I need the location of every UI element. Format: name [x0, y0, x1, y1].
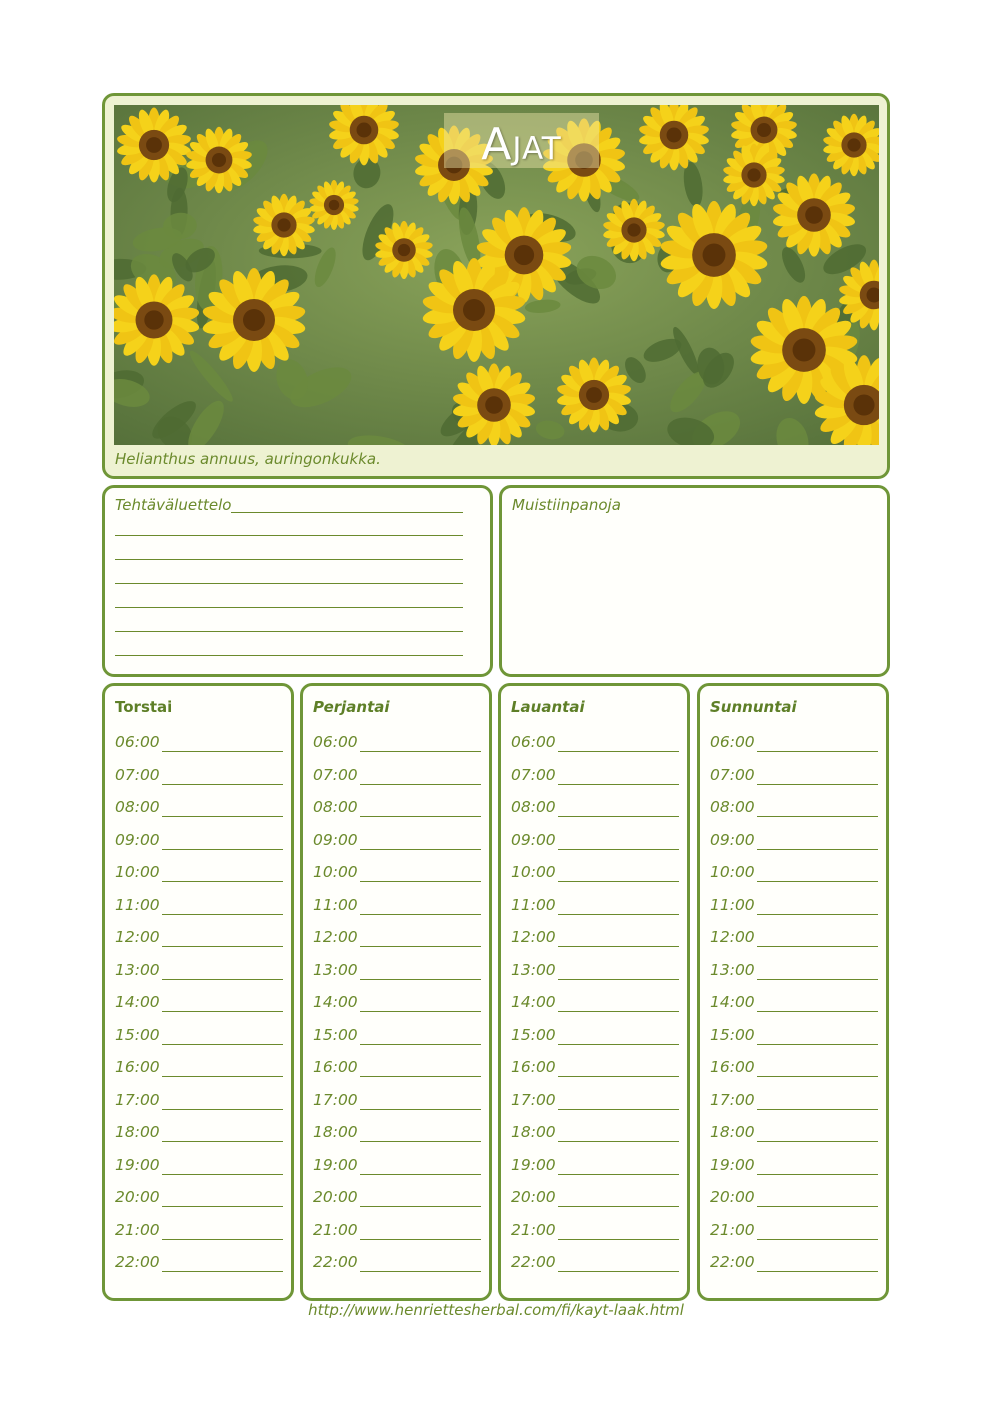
- time-entry-line[interactable]: [162, 1271, 283, 1272]
- time-label: 19:00: [710, 1155, 755, 1174]
- time-entry-line[interactable]: [757, 1174, 878, 1175]
- time-label: 21:00: [115, 1220, 160, 1239]
- time-entry-line[interactable]: [757, 1076, 878, 1077]
- time-label: 12:00: [313, 928, 358, 946]
- time-label: 20:00: [511, 1188, 556, 1206]
- time-slot: [313, 1156, 481, 1176]
- time-entry-line[interactable]: [757, 751, 878, 752]
- time-slot: [710, 961, 878, 981]
- time-label: 15:00: [313, 1025, 358, 1044]
- time-entry-line[interactable]: [558, 946, 679, 947]
- time-entry-line[interactable]: [162, 1141, 283, 1142]
- time-slot: [710, 1091, 878, 1111]
- time-slot: [115, 733, 283, 753]
- time-label: 15:00: [710, 1025, 755, 1044]
- time-entry-line[interactable]: [558, 1239, 679, 1240]
- time-slot: [511, 798, 679, 818]
- time-slot: [115, 993, 283, 1013]
- time-entry-line[interactable]: [757, 1044, 878, 1045]
- task-line[interactable]: [115, 655, 463, 656]
- time-label: 17:00: [710, 1090, 755, 1109]
- time-slot: [313, 766, 481, 786]
- time-entry-line[interactable]: [360, 1011, 481, 1012]
- time-slot: [115, 1123, 283, 1143]
- time-entry-line[interactable]: [558, 1271, 679, 1272]
- time-slot: [115, 1253, 283, 1273]
- time-label: 11:00: [511, 895, 556, 914]
- time-slot: [710, 831, 878, 851]
- time-label: 09:00: [313, 830, 358, 849]
- time-label: 16:00: [313, 1058, 358, 1076]
- time-label: 21:00: [313, 1220, 358, 1239]
- time-label: 17:00: [511, 1090, 556, 1109]
- day-name: Perjantai: [313, 698, 390, 716]
- time-slot: [511, 1253, 679, 1273]
- day-column-saturday: [498, 683, 690, 1301]
- time-slot: [313, 1058, 481, 1078]
- time-label: 18:00: [710, 1123, 755, 1141]
- time-slot: [710, 1123, 878, 1143]
- time-label: 13:00: [710, 960, 755, 979]
- time-label: 14:00: [115, 993, 160, 1011]
- time-label: 18:00: [313, 1123, 358, 1141]
- day-column-thursday: [102, 683, 294, 1301]
- time-slot: [313, 1253, 481, 1273]
- time-slot: [115, 1221, 283, 1241]
- time-label: 22:00: [710, 1253, 755, 1271]
- time-slot: [313, 1123, 481, 1143]
- time-label: 13:00: [115, 960, 160, 979]
- time-slot: [511, 1156, 679, 1176]
- time-entry-line[interactable]: [360, 784, 481, 785]
- time-entry-line[interactable]: [162, 1011, 283, 1012]
- time-entry-line[interactable]: [360, 1044, 481, 1045]
- time-slot: [710, 1253, 878, 1273]
- time-label: 21:00: [710, 1220, 755, 1239]
- time-entry-line[interactable]: [757, 1141, 878, 1142]
- time-slot: [511, 1058, 679, 1078]
- time-label: 20:00: [115, 1188, 160, 1206]
- time-label: 11:00: [313, 895, 358, 914]
- time-label: 06:00: [710, 733, 755, 751]
- time-entry-line[interactable]: [360, 1076, 481, 1077]
- task-line[interactable]: [115, 631, 463, 632]
- time-label: 18:00: [115, 1123, 160, 1141]
- time-entry-line[interactable]: [757, 1109, 878, 1110]
- time-entry-line[interactable]: [360, 881, 481, 882]
- time-label: 08:00: [313, 798, 358, 816]
- time-slot: [115, 896, 283, 916]
- time-label: 12:00: [115, 928, 160, 946]
- time-slot: [313, 1026, 481, 1046]
- time-label: 07:00: [511, 765, 556, 784]
- time-slot: [313, 831, 481, 851]
- time-slot: [313, 733, 481, 753]
- footer-url[interactable]: http://www.henriettesherbal.com/fi/kayt-laak.html: [308, 1301, 684, 1319]
- time-slot: [511, 1123, 679, 1143]
- time-slot: [710, 1188, 878, 1208]
- time-entry-line[interactable]: [360, 1239, 481, 1240]
- time-slot: [115, 831, 283, 851]
- time-entry-line[interactable]: [360, 1109, 481, 1110]
- time-slot: [313, 993, 481, 1013]
- time-entry-line[interactable]: [162, 979, 283, 980]
- time-label: 14:00: [511, 993, 556, 1011]
- time-slot: [511, 896, 679, 916]
- time-label: 13:00: [313, 960, 358, 979]
- task-list-label: Tehtäväluettelo: [115, 496, 232, 514]
- time-entry-line[interactable]: [558, 784, 679, 785]
- time-label: 11:00: [710, 895, 755, 914]
- time-entry-line[interactable]: [558, 816, 679, 817]
- time-entry-line[interactable]: [162, 1044, 283, 1045]
- day-name: Torstai: [115, 698, 173, 716]
- time-label: 08:00: [710, 798, 755, 816]
- time-entry-line[interactable]: [360, 1141, 481, 1142]
- time-label: 21:00: [511, 1220, 556, 1239]
- header-panel: [102, 93, 890, 479]
- time-slot: [313, 1091, 481, 1111]
- time-label: 07:00: [313, 765, 358, 784]
- time-entry-line[interactable]: [558, 881, 679, 882]
- time-label: 17:00: [115, 1090, 160, 1109]
- notes-label: Muistiinpanoja: [512, 496, 621, 514]
- task-line[interactable]: [231, 512, 463, 513]
- time-entry-line[interactable]: [558, 914, 679, 915]
- time-entry-line[interactable]: [757, 1271, 878, 1272]
- time-entry-line[interactable]: [162, 751, 283, 752]
- time-entry-line[interactable]: [360, 1174, 481, 1175]
- time-entry-line[interactable]: [360, 1206, 481, 1207]
- time-slot: [710, 896, 878, 916]
- time-entry-line[interactable]: [757, 849, 878, 850]
- time-slot: [313, 798, 481, 818]
- time-slot: [710, 1026, 878, 1046]
- time-slot: [511, 733, 679, 753]
- time-label: 19:00: [313, 1155, 358, 1174]
- time-label: 19:00: [511, 1155, 556, 1174]
- time-label: 06:00: [115, 733, 160, 751]
- time-label: 22:00: [313, 1253, 358, 1271]
- time-entry-line[interactable]: [360, 979, 481, 980]
- time-entry-line[interactable]: [558, 1044, 679, 1045]
- time-slot: [313, 961, 481, 981]
- time-entry-line[interactable]: [757, 881, 878, 882]
- time-entry-line[interactable]: [558, 1174, 679, 1175]
- time-label: 10:00: [313, 863, 358, 881]
- time-slot: [710, 798, 878, 818]
- notes-panel[interactable]: [499, 485, 890, 677]
- time-entry-line[interactable]: [360, 849, 481, 850]
- time-entry-line[interactable]: [558, 849, 679, 850]
- time-label: 16:00: [115, 1058, 160, 1076]
- time-entry-line[interactable]: [757, 979, 878, 980]
- time-label: 12:00: [710, 928, 755, 946]
- time-entry-line[interactable]: [757, 1011, 878, 1012]
- time-label: 15:00: [115, 1025, 160, 1044]
- time-label: 10:00: [710, 863, 755, 881]
- time-slot: [511, 831, 679, 851]
- time-slot: [115, 928, 283, 948]
- time-label: 07:00: [115, 765, 160, 784]
- time-label: 10:00: [511, 863, 556, 881]
- time-slot: [710, 1221, 878, 1241]
- time-slot: [313, 1221, 481, 1241]
- time-label: 08:00: [511, 798, 556, 816]
- time-label: 11:00: [115, 895, 160, 914]
- time-label: 17:00: [313, 1090, 358, 1109]
- task-line[interactable]: [115, 583, 463, 584]
- time-label: 12:00: [511, 928, 556, 946]
- time-label: 13:00: [511, 960, 556, 979]
- time-entry-line[interactable]: [558, 751, 679, 752]
- time-entry-line[interactable]: [162, 784, 283, 785]
- time-label: 16:00: [511, 1058, 556, 1076]
- time-slot: [313, 928, 481, 948]
- time-slot: [710, 1156, 878, 1176]
- time-slot: [511, 961, 679, 981]
- time-slot: [115, 863, 283, 883]
- time-label: 22:00: [115, 1253, 160, 1271]
- time-entry-line[interactable]: [360, 914, 481, 915]
- day-name: Lauantai: [511, 698, 585, 716]
- time-entry-line[interactable]: [162, 849, 283, 850]
- time-slot: [710, 928, 878, 948]
- time-entry-line[interactable]: [757, 816, 878, 817]
- time-label: 18:00: [511, 1123, 556, 1141]
- time-entry-line[interactable]: [757, 1239, 878, 1240]
- time-label: 22:00: [511, 1253, 556, 1271]
- time-label: 20:00: [313, 1188, 358, 1206]
- time-label: 09:00: [511, 830, 556, 849]
- time-slot: [710, 993, 878, 1013]
- time-slot: [511, 1026, 679, 1046]
- task-list-panel: [102, 485, 493, 677]
- time-entry-line[interactable]: [757, 784, 878, 785]
- time-label: 08:00: [115, 798, 160, 816]
- time-entry-line[interactable]: [360, 751, 481, 752]
- time-slot: [115, 798, 283, 818]
- time-entry-line[interactable]: [558, 1011, 679, 1012]
- time-label: 15:00: [511, 1025, 556, 1044]
- time-slot: [313, 863, 481, 883]
- time-entry-line[interactable]: [360, 816, 481, 817]
- time-entry-line[interactable]: [162, 1076, 283, 1077]
- time-slot: [115, 1091, 283, 1111]
- time-entry-line[interactable]: [162, 914, 283, 915]
- time-entry-line[interactable]: [757, 914, 878, 915]
- day-column-sunday: [697, 683, 889, 1301]
- time-label: 06:00: [511, 733, 556, 751]
- time-entry-line[interactable]: [558, 1076, 679, 1077]
- time-label: 16:00: [710, 1058, 755, 1076]
- photo-caption: Helianthus annuus, auringonkukka.: [115, 450, 381, 468]
- time-slot: [511, 863, 679, 883]
- time-slot: [115, 961, 283, 981]
- time-entry-line[interactable]: [558, 979, 679, 980]
- time-slot: [511, 1221, 679, 1241]
- time-label: 14:00: [313, 993, 358, 1011]
- sunflower-photo: [114, 105, 879, 445]
- time-slot: [313, 896, 481, 916]
- time-entry-line[interactable]: [360, 946, 481, 947]
- time-slot: [710, 1058, 878, 1078]
- time-entry-line[interactable]: [558, 1206, 679, 1207]
- time-slot: [511, 1188, 679, 1208]
- time-entry-line[interactable]: [558, 1109, 679, 1110]
- day-name: Sunnuntai: [710, 698, 797, 716]
- time-slot: [511, 928, 679, 948]
- time-slot: [115, 1156, 283, 1176]
- time-label: 07:00: [710, 765, 755, 784]
- time-slot: [710, 733, 878, 753]
- time-entry-line[interactable]: [162, 1206, 283, 1207]
- time-label: 14:00: [710, 993, 755, 1011]
- time-label: 09:00: [115, 830, 160, 849]
- time-entry-line[interactable]: [360, 1271, 481, 1272]
- time-label: 19:00: [115, 1155, 160, 1174]
- time-slot: [511, 1091, 679, 1111]
- time-slot: [511, 766, 679, 786]
- page-title: Ajat: [481, 119, 562, 170]
- time-slot: [511, 993, 679, 1013]
- time-entry-line[interactable]: [757, 1206, 878, 1207]
- time-slot: [710, 863, 878, 883]
- title-plate: [444, 113, 599, 168]
- task-line[interactable]: [115, 559, 463, 560]
- time-entry-line[interactable]: [162, 816, 283, 817]
- time-slot: [710, 766, 878, 786]
- time-entry-line[interactable]: [162, 1239, 283, 1240]
- time-label: 06:00: [313, 733, 358, 751]
- time-slot: [115, 766, 283, 786]
- time-label: 09:00: [710, 830, 755, 849]
- time-slot: [115, 1026, 283, 1046]
- time-label: 10:00: [115, 863, 160, 881]
- time-slot: [115, 1058, 283, 1078]
- time-slot: [313, 1188, 481, 1208]
- task-line[interactable]: [115, 607, 463, 608]
- day-column-friday: [300, 683, 492, 1301]
- time-entry-line[interactable]: [757, 946, 878, 947]
- time-entry-line[interactable]: [162, 1109, 283, 1110]
- time-label: 20:00: [710, 1188, 755, 1206]
- time-entry-line[interactable]: [162, 881, 283, 882]
- time-entry-line[interactable]: [162, 946, 283, 947]
- time-slot: [115, 1188, 283, 1208]
- time-entry-line[interactable]: [162, 1174, 283, 1175]
- time-entry-line[interactable]: [558, 1141, 679, 1142]
- task-line[interactable]: [115, 535, 463, 536]
